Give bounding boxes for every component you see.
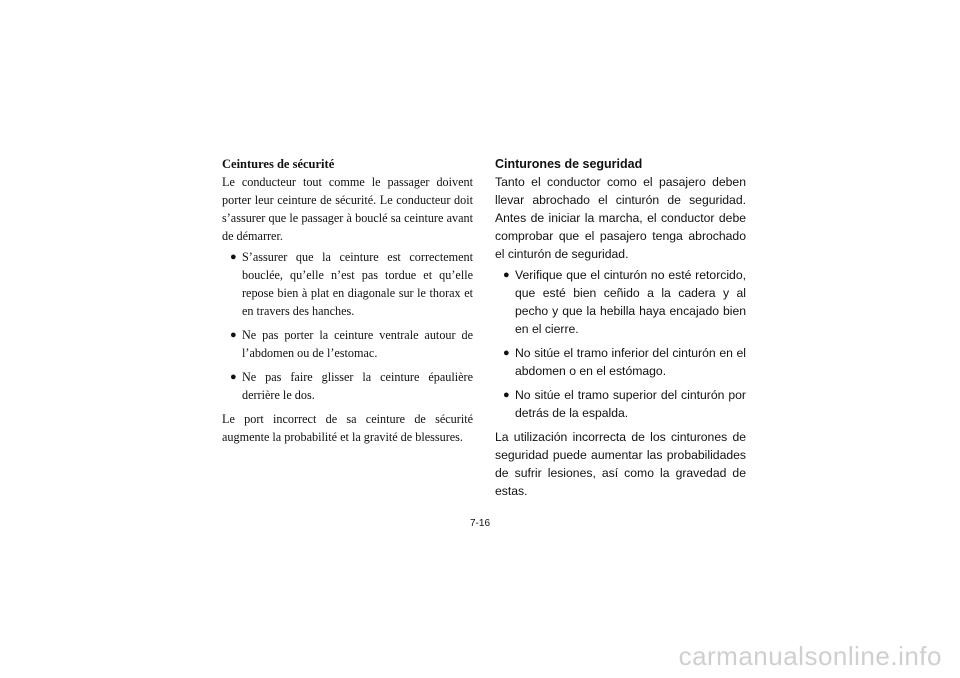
list-item [222,326,473,362]
french-bullet-text: Ne pas porter la ceinture ventrale autour de l’abdomen ou de l’estomac. [242,328,473,360]
spanish-intro: Tanto el conductor como el pasajero deben llevar abrochado el cinturón de seguridad. Antes de iniciar la marcha, el conductor debe comprobar que el pasajero tenga abrochado el cinturón de seguridad. [495,175,746,261]
french-closing: Le port incorrect de sa ceinture de sécurité augmente la probabilité et la gravité de blessures. [222,412,473,444]
french-intro: Le conducteur tout comme le passager doivent porter leur ceinture de sécurité. Le conducteur doit s’assurer que le passager à bouclé sa ceinture avant de démarrer. [222,175,473,243]
bullet-icon: ● [503,269,510,281]
spanish-closing: La utilización incorrecta de los cinturones de seguridad puede aumentar las probabilidades de sufrir lesiones, así como la gravedad de estas. [495,430,746,498]
list-item [222,368,473,404]
bullet-icon: ● [503,347,510,359]
bullet-icon: ● [230,251,237,263]
spanish-bullet-list [495,266,746,422]
page-number: 7-16 [469,518,490,529]
spanish-bullet-text: No sitúe el tramo superior del cinturón por detrás de la espalda. [515,388,746,420]
list-item [495,344,746,380]
spanish-bullet-text: Verifique que el cinturón no esté retorcido, que esté bien ceñido a la cadera y al pecho y que la hebilla haya encajado bien en el cierre. [515,268,746,336]
bullet-icon: ● [230,329,237,341]
french-heading: Ceintures de sécurité [222,157,335,171]
bullet-icon: ● [503,389,510,401]
spanish-bullet-text: No sitúe el tramo inferior del cinturón en el abdomen o en el estómago. [515,346,746,378]
bullet-icon: ● [230,371,237,383]
watermark: carmanualsonline.info [678,641,942,671]
list-item [495,266,746,338]
french-column [222,155,473,446]
spanish-column [495,155,746,500]
french-bullet-text: Ne pas faire glisser la ceinture épaulière derrière le dos. [242,370,473,402]
spanish-heading: Cinturones de seguridad [495,157,643,171]
list-item [222,248,473,320]
french-bullet-text: S’assurer que la ceinture est correctement bouclée, qu’elle n’est pas tordue et qu’elle repose bien à plat en diagonale sur le thorax et en travers des hanches. [242,250,473,318]
french-bullet-list [222,248,473,404]
list-item [495,386,746,422]
